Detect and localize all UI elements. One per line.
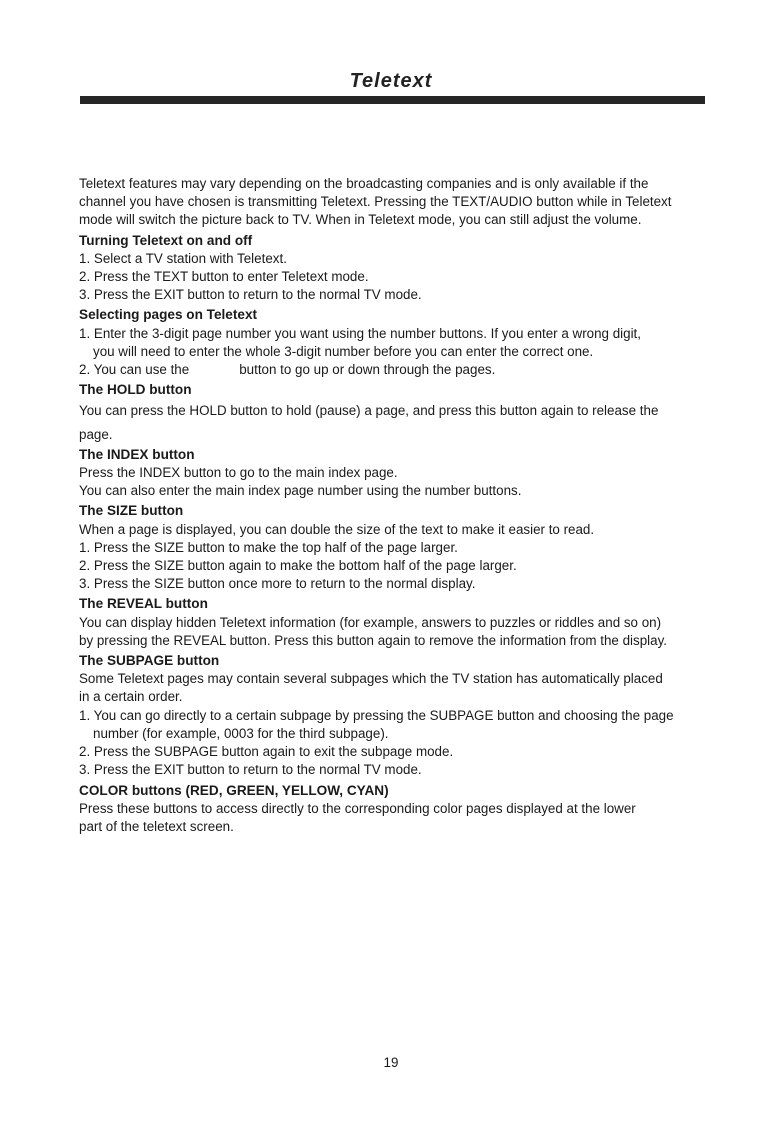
list-item: 1. Enter the 3-digit page number you want using the number buttons. If you enter a wrong digit, (79, 325, 642, 341)
paragraph-line: You can also enter the main index page number using the number buttons. (79, 483, 522, 499)
paragraph-line: in a certain order. (79, 689, 183, 705)
heading-turning-on-off: Turning Teletext on and off (79, 232, 253, 248)
list-item: 1. Press the SIZE button to make the top half of the page larger. (79, 539, 458, 555)
page-title: Teletext (349, 70, 433, 92)
heading-reveal-button: The REVEAL button (79, 596, 208, 612)
paragraph-line: Press these buttons to access directly to the corresponding color pages displayed at the lower (79, 800, 636, 816)
list-item-continuation: number (for example, 0003 for the third subpage). (93, 725, 389, 741)
list-item: 3. Press the EXIT button to return to the normal TV mode. (79, 287, 422, 303)
list-item: 3. Press the SIZE button once more to return to the normal display. (79, 576, 476, 592)
list-item: 3. Press the EXIT button to return to the normal TV mode. (79, 762, 422, 778)
heading-hold-button: The HOLD button (79, 382, 192, 398)
intro-line: mode will switch the picture back to TV. When in Teletext mode, you can still adjust the volume. (79, 212, 642, 228)
paragraph-line: You can display hidden Teletext information (for example, answers to puzzles or riddles and so on) (79, 614, 662, 630)
paragraph-line: page. (79, 426, 113, 442)
heading-index-button: The INDEX button (79, 446, 195, 462)
list-item-text: 2. You can use the (79, 362, 190, 378)
list-item: 2. Press the SIZE button again to make the bottom half of the page larger. (79, 558, 517, 574)
list-item: 2. Press the TEXT button to enter Teletext mode. (79, 269, 369, 285)
intro-line: Teletext features may vary depending on the broadcasting companies and is only available if the (79, 176, 649, 191)
list-item: 1. You can go directly to a certain subpage by pressing the SUBPAGE button and choosing the page (79, 707, 674, 723)
list-item: 2. Press the SUBPAGE button again to exit the subpage mode. (79, 744, 454, 760)
page-number: 19 (383, 1055, 399, 1070)
intro-line: channel you have chosen is transmitting Teletext. Pressing the TEXT/AUDIO button while in Teletext (79, 194, 672, 210)
paragraph-line: part of the teletext screen. (79, 818, 234, 834)
content (79, 175, 719, 836)
paragraph-line: Press the INDEX button to go to the main index page. (79, 465, 398, 481)
list-item-continuation: you will need to enter the whole 3-digit number before you can enter the correct one. (93, 343, 594, 359)
intro-paragraph (79, 175, 719, 230)
paragraph-line: You can press the HOLD button to hold (pause) a page, and press this button again to release the (79, 403, 659, 419)
list-item: 1. Select a TV station with Teletext. (79, 250, 287, 266)
heading-color-buttons: COLOR buttons (RED, GREEN, YELLOW, CYAN) (79, 782, 389, 798)
heading-selecting-pages: Selecting pages on Teletext (79, 307, 258, 323)
paragraph-line: When a page is displayed, you can double the size of the text to make it easier to read. (79, 521, 595, 537)
heading-size-button: The SIZE button (79, 503, 184, 519)
list-item (79, 361, 719, 379)
title-rule (80, 96, 705, 104)
heading-subpage-button: The SUBPAGE button (79, 653, 220, 669)
paragraph-line: by pressing the REVEAL button. Press this button again to remove the information from the display. (79, 632, 668, 648)
list-item-text: button to go up or down through the pages. (239, 362, 496, 378)
paragraph-line: Some Teletext pages may contain several subpages which the TV station has automatically placed (79, 671, 663, 687)
